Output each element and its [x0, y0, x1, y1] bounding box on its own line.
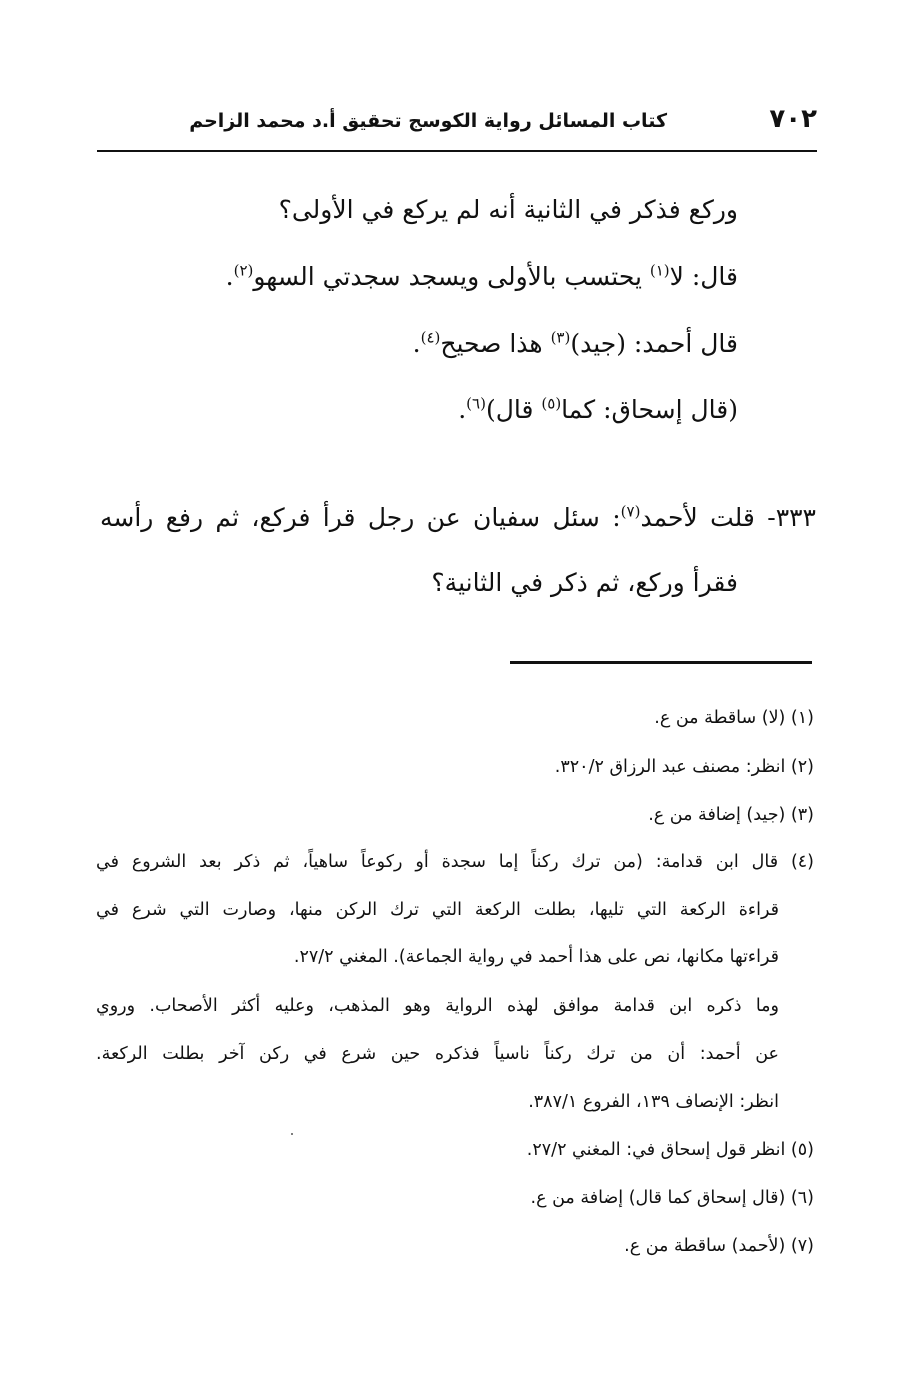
question-333-line-2: فقرأ وركع، ثم ذكر في الثانية؟ [431, 568, 738, 597]
footnote-marker: (٤) [420, 328, 441, 347]
text-segment: . [225, 262, 234, 291]
footnote-4-line-1: (٤) قال ابن قدامة: (من ترك ركناً إما سجدة أو ركوعاً ساهياً، ثم ذكر بعد الشروع في [96, 852, 814, 872]
text-segment: قال: لا [669, 262, 738, 291]
footnote-4-line-6: انظر: الإنصاف ١٣٩، الفروع ٣٨٧/١. [528, 1092, 779, 1112]
footnote-4-line-4: وما ذكره ابن قدامة موافق لهذه الرواية وهو المذهب، وعليه أكثر الأصحاب. وروي [96, 996, 779, 1016]
footnote-2: (٢) انظر: مصنف عبد الرزاق ٣٢٠/٢. [554, 757, 814, 777]
print-speck [291, 1133, 293, 1135]
text-segment: يحتسب بالأولى ويسجد سجدتي السهو [253, 262, 650, 291]
text-segment: قال أحمد: (جيد) [570, 329, 738, 358]
text-segment: : سئل سفيان عن رجل قرأ فركع، ثم رفع رأسه [100, 503, 621, 532]
body-line-2 [226, 262, 738, 291]
text-segment: . [458, 395, 467, 424]
footnote-marker: (٣) [550, 328, 571, 347]
footnote-7: (٧) (لأحمد) ساقطة من ع. [624, 1236, 814, 1256]
footnote-1: (١) (لا) ساقطة من ع. [654, 708, 814, 728]
header-rule [97, 150, 817, 152]
text-segment: . [412, 329, 421, 358]
text-segment: هذا صحيح [440, 329, 551, 358]
page-number: ٧٠٢ [769, 104, 817, 134]
text-segment: قال) [485, 395, 542, 424]
footnote-marker: (٧) [620, 502, 641, 521]
body-line-4 [458, 395, 738, 424]
footnote-marker: (٥) [541, 394, 562, 413]
footnote-4-line-5: عن أحمد: أن من ترك ركناً ناسياً فذكره حين شرع في ركن آخر بطلت الركعة. [96, 1044, 779, 1064]
text-segment: ٣٣٣- قلت لأحمد [640, 503, 816, 532]
footnote-4-line-2: قراءة الركعة التي تليها، بطلت الركعة التي ترك الركن منها، وصارت التي شرع في [96, 900, 779, 920]
footnote-separator [510, 661, 812, 664]
footnote-marker: (١) [649, 261, 670, 280]
text-segment: (قال إسحاق: كما [561, 395, 738, 424]
footnote-5: (٥) انظر قول إسحاق في: المغني ٢٧/٢. [526, 1140, 814, 1160]
footnote-6: (٦) (قال إسحاق كما قال) إضافة من ع. [530, 1188, 814, 1208]
question-333-line-1 [100, 503, 816, 532]
footnote-4-line-3: قراءتها مكانها، نص على هذا أحمد في رواية الجماعة). المغني ٢٧/٢. [293, 947, 779, 967]
footnote-marker: (٦) [466, 394, 486, 413]
running-title: كتاب المسائل رواية الكوسج تحقيق أ.د محمد الزاحم [189, 110, 667, 132]
body-line-1: وركع فذكر في الثانية أنه لم يركع في الأولى؟ [278, 195, 738, 224]
page-header [97, 104, 817, 144]
body-line-3 [413, 329, 738, 358]
footnote-3: (٣) (جيد) إضافة من ع. [648, 805, 814, 825]
footnote-marker: (٢) [233, 261, 254, 280]
